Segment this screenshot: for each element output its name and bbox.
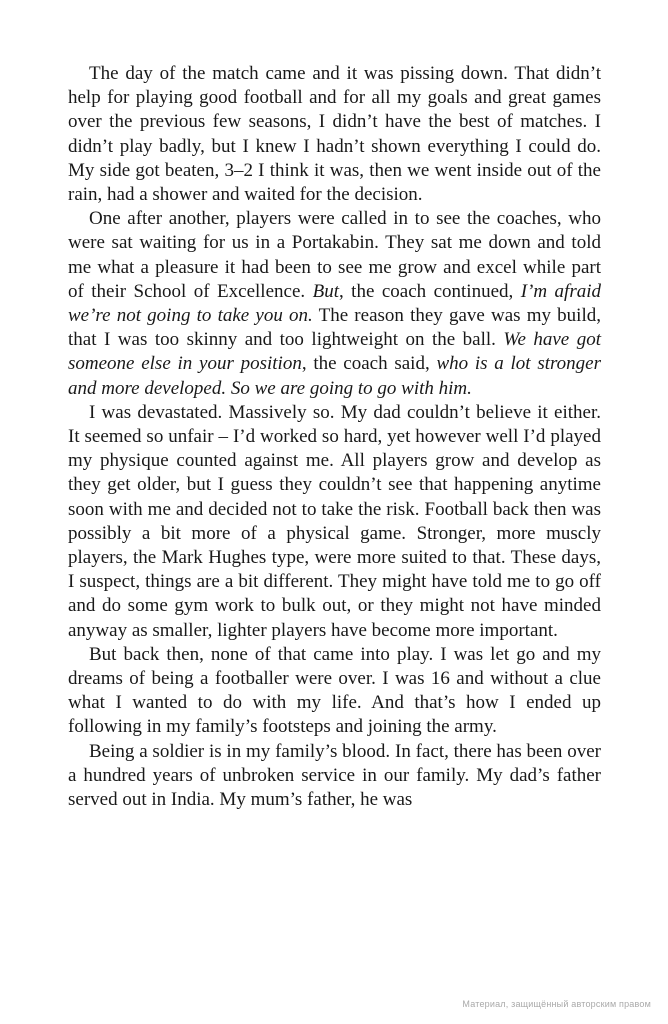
text-segment: But back then, none of that came into play. I was let go and my dreams of being a footballer were over. I was 16 and without a clue what I wanted to do with my life. And that’s how I ended up following in my family’s footsteps and joining the army. — [68, 643, 601, 738]
text-segment: , the coach said, — [301, 353, 437, 375]
text-segment: Being a soldier is in my family’s blood. In fact, there has been over a hundred years of unbroken service in our family. My dad’s father served out in India. My mum’s father, he was — [68, 740, 601, 811]
text-segment: But — [312, 280, 339, 302]
text-segment: The reason they gave was my build, that I was too skinny and too lightweight on the ball. — [68, 305, 601, 351]
text-segment: One after another, players were called in to see the coaches, who were sat waiting for us in a Portakabin. They sat me down and told me what a pleasure it had been to see me grow and excel while part of their School of Excellence. — [68, 208, 601, 302]
text-segment: who is a lot stronger and more developed. So we are going to go with him. — [68, 353, 602, 399]
copyright-watermark: Материал, защищённый авторским правом — [462, 999, 651, 1009]
text-segment: We have got someone else in your position — [68, 329, 601, 375]
text-segment: I’m afraid we’re not going to take you on. — [68, 280, 602, 327]
text-segment: I was devastated. Massively so. My dad couldn’t believe it either. It seemed so unfair – I’d worked so hard, yet however well I’d played my physique counted against me. All players grow and develop as they get older, but I guess they couldn’t see that happening anytime soon with me and decided not to take the risk. Football back then was possibly a bit more of a physical game. Stronger, more muscly players, the Mark Hughes type, were more suited to that. These days, I suspect, things are a bit different. They might have told me to go off and do some gym work to bulk out, or they might not have minded anyway as smaller, lighter players have become more important. — [68, 401, 601, 641]
text-segment: , the coach continued, — [338, 280, 521, 302]
body-text — [68, 62, 601, 812]
paragraph — [68, 207, 601, 401]
paragraph — [68, 643, 601, 740]
text-segment: The day of the match came and it was pissing down. That didn’t help for playing good football and for all my goals and great games over the previous few seasons, I didn’t have the best of matches. I didn’t play badly, but I knew I hadn’t shown everything I could do. My side got beaten, 3–2 I think it was, then we went inside out of the rain, had a shower and waited for the decision. — [68, 63, 601, 206]
paragraph — [68, 401, 601, 643]
paragraph — [68, 62, 601, 207]
paragraph — [68, 740, 601, 813]
